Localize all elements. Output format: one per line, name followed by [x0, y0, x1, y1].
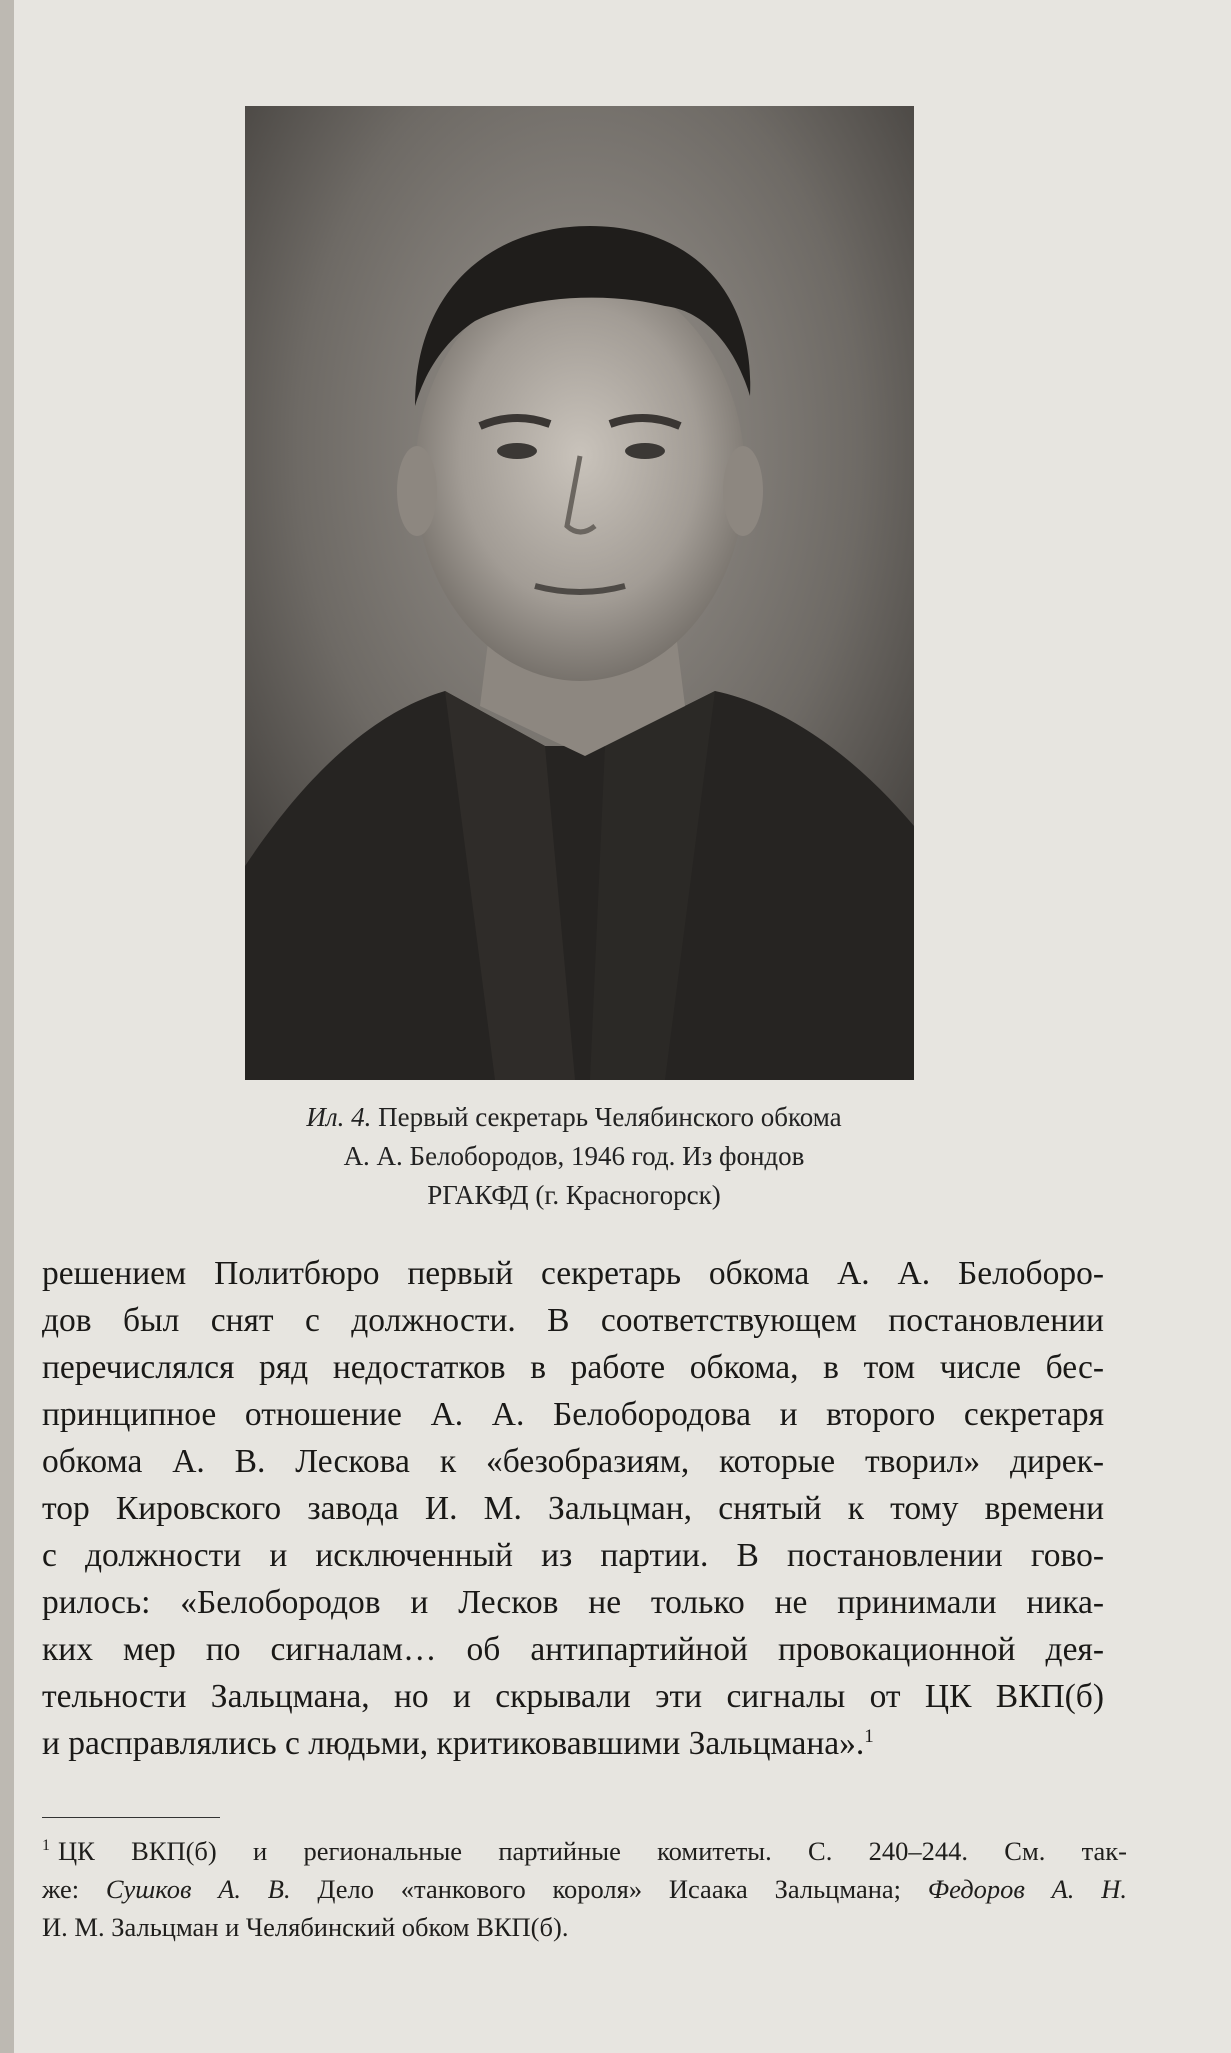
book-page [14, 0, 1231, 2053]
figure-caption [194, 1098, 954, 1215]
text-line: дов был снят с должности. В соответствующем постановлении [42, 1302, 1104, 1339]
portrait-illustration [245, 106, 914, 1080]
text-line: перечислялся ряд недостатков в работе обкома, в том числе бес- [42, 1349, 1104, 1386]
text-line: с должности и исключенный из партии. В постановлении гово- [42, 1537, 1104, 1574]
text-line: ких мер по сигналам… об антипартийной провокационной дея- [42, 1631, 1104, 1668]
footnotes [42, 1832, 1127, 1946]
footnote-mark: 1 [42, 1837, 50, 1855]
text-line: принципное отношение А. А. Белобородова и второго секретаря [42, 1396, 1104, 1433]
footnote-line-3: И. М. Зальцман и Челябинский обком ВКП(б). [42, 1912, 569, 1942]
footnote-line-2: же: Сушков А. В. Дело «танкового короля» Исаака Зальцмана; Федоров А. Н. [42, 1874, 1127, 1904]
page-gutter-shadow [0, 0, 14, 2053]
text-line: рилось: «Белобородов и Лесков не только не принимали ника- [42, 1584, 1104, 1621]
portrait-photo [245, 106, 914, 1080]
footnote-line-1: $^1$ ЦК ВКП(б) и региональные партийные комитеты. С. 240–244. См. так- [42, 1836, 1127, 1866]
caption-line-3: РГАКФД (г. Красногорск) [427, 1180, 721, 1210]
text-line: тельности Зальцмана, но и скрывали эти сигналы от ЦК ВКП(б) [42, 1678, 1104, 1715]
text-line-last: и расправлялись с людьми, критиковавшими Зальцмана».$^1$ [42, 1725, 874, 1762]
body-paragraph [42, 1250, 1104, 1767]
footnote-separator [42, 1817, 220, 1818]
text-line: решением Политбюро первый секретарь обкома А. А. Белоборо- [42, 1255, 1104, 1292]
footnote-reference[interactable]: 1 [864, 1725, 874, 1747]
text-line: тор Кировского завода И. М. Зальцман, снятый к тому времени [42, 1490, 1104, 1527]
caption-line-1: Ил. 4. Первый секретарь Челябинского обкома [306, 1102, 842, 1132]
caption-line-2: А. А. Белобородов, 1946 год. Из фондов [343, 1141, 805, 1171]
text-line: обкома А. В. Лескова к «безобразиям, которые творил» дирек- [42, 1443, 1104, 1480]
